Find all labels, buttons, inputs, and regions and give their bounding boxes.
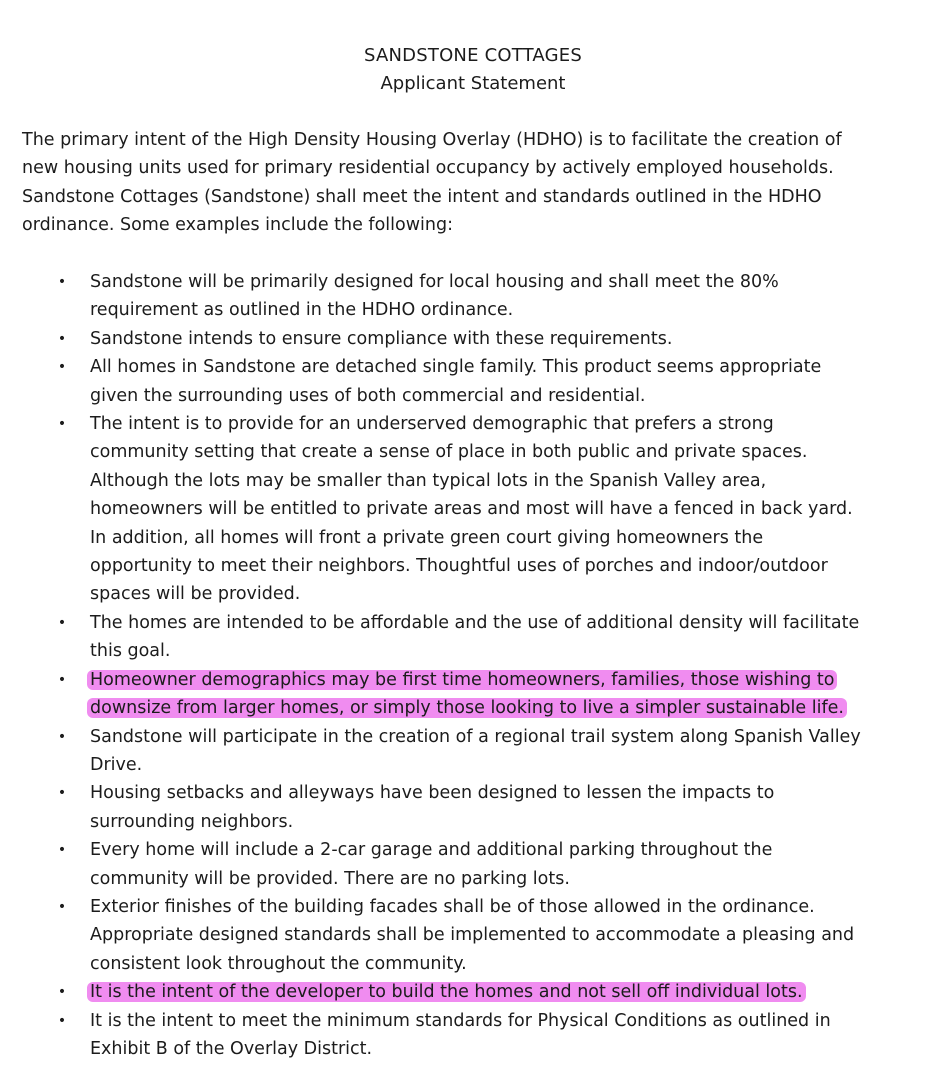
bullet-icon bbox=[57, 666, 67, 694]
highlighted-list-item bbox=[0, 978, 925, 1006]
document-title: SANDSTONE COTTAGES bbox=[364, 45, 582, 66]
bullet-icon bbox=[57, 893, 67, 921]
bullet-icon bbox=[57, 978, 67, 1006]
list-item-text: Sandstone will participate in the creation of a regional trail system along Spanish Valley Drive. bbox=[90, 726, 861, 775]
highlighted-text: It is the intent of the developer to build the homes and not sell off individual lots. bbox=[87, 982, 806, 1002]
highlighted-list-item bbox=[0, 666, 925, 723]
bullet-icon bbox=[57, 609, 67, 637]
list-item-text: All homes in Sandstone are detached single family. This product seems appropriate given the surrounding uses of both commercial and residential. bbox=[90, 357, 822, 406]
list-item-text: Housing setbacks and alleyways have been designed to lessen the impacts to surrounding neighbors. bbox=[90, 783, 775, 832]
list-item-text: The homes are intended to be affordable and the use of additional density will facilitate this goal. bbox=[90, 612, 860, 662]
bullet-icon bbox=[57, 353, 67, 381]
list-item bbox=[0, 1007, 925, 1064]
bullet-icon bbox=[57, 410, 67, 438]
list-item bbox=[0, 893, 925, 978]
highlighted-text: Homeowner demographics may be first time homeowners, families, those wishing to downsize from larger homes, or simply those looking to live a simpler sustainable life. bbox=[87, 670, 847, 718]
bullet-icon bbox=[57, 325, 67, 353]
bullet-icon bbox=[57, 836, 67, 864]
list-item bbox=[0, 268, 925, 325]
list-item-text: It is the intent to meet the minimum standards for Physical Conditions as outlined in Exhibit B of the Overlay District. bbox=[90, 1010, 831, 1059]
bullet-icon bbox=[57, 268, 67, 296]
bullet-icon bbox=[57, 779, 67, 807]
list-item-text: Sandstone will be primarily designed for local housing and shall meet the 80% requirement as outlined in the HDHO ordinance. bbox=[90, 272, 779, 321]
examples-bullet-list bbox=[0, 268, 946, 1063]
list-item bbox=[0, 609, 925, 666]
bullet-icon bbox=[57, 1007, 67, 1035]
intro-paragraph: The primary intent of the High Density Housing Overlay (HDHO) is to facilitate the creation of new housing units used for primary residential occupancy by actively employed households. Sandstone Cottages (Sandstone) shall meet the intent and standards outlined in the HDHO ordinance. Some examples include the following: bbox=[22, 130, 842, 236]
list-item-text: The intent is to provide for an underserved demographic that prefers a strong community setting that create a sense of place in both public and private spaces. Although the lots may be smaller than typical lots in the Spanish Valley area, homeowners will be entitled to private areas and most will have a fenced in back yard. In addition, all homes will front a private green court giving homeowners the opportunity to meet their neighbors. Thoughtful uses of porches and indoor/outdoor spaces will be provided. bbox=[90, 414, 853, 605]
bullet-icon bbox=[57, 723, 67, 751]
list-item-text: Sandstone intends to ensure compliance with these requirements. bbox=[90, 328, 673, 349]
document-subtitle: Applicant Statement bbox=[380, 73, 566, 94]
list-item bbox=[0, 723, 925, 780]
list-item-text: Every home will include a 2-car garage and additional parking throughout the community will be provided. There are no parking lots. bbox=[90, 840, 773, 889]
list-item bbox=[0, 410, 925, 609]
list-item-text: Exterior finishes of the building facades shall be of those allowed in the ordinance. Appropriate designed standards shall be implemented to accommodate a pleasing and consistent look throughout the community. bbox=[90, 896, 855, 974]
list-item bbox=[0, 353, 925, 410]
list-item bbox=[0, 836, 925, 893]
list-item bbox=[0, 779, 925, 836]
list-item bbox=[0, 325, 925, 353]
